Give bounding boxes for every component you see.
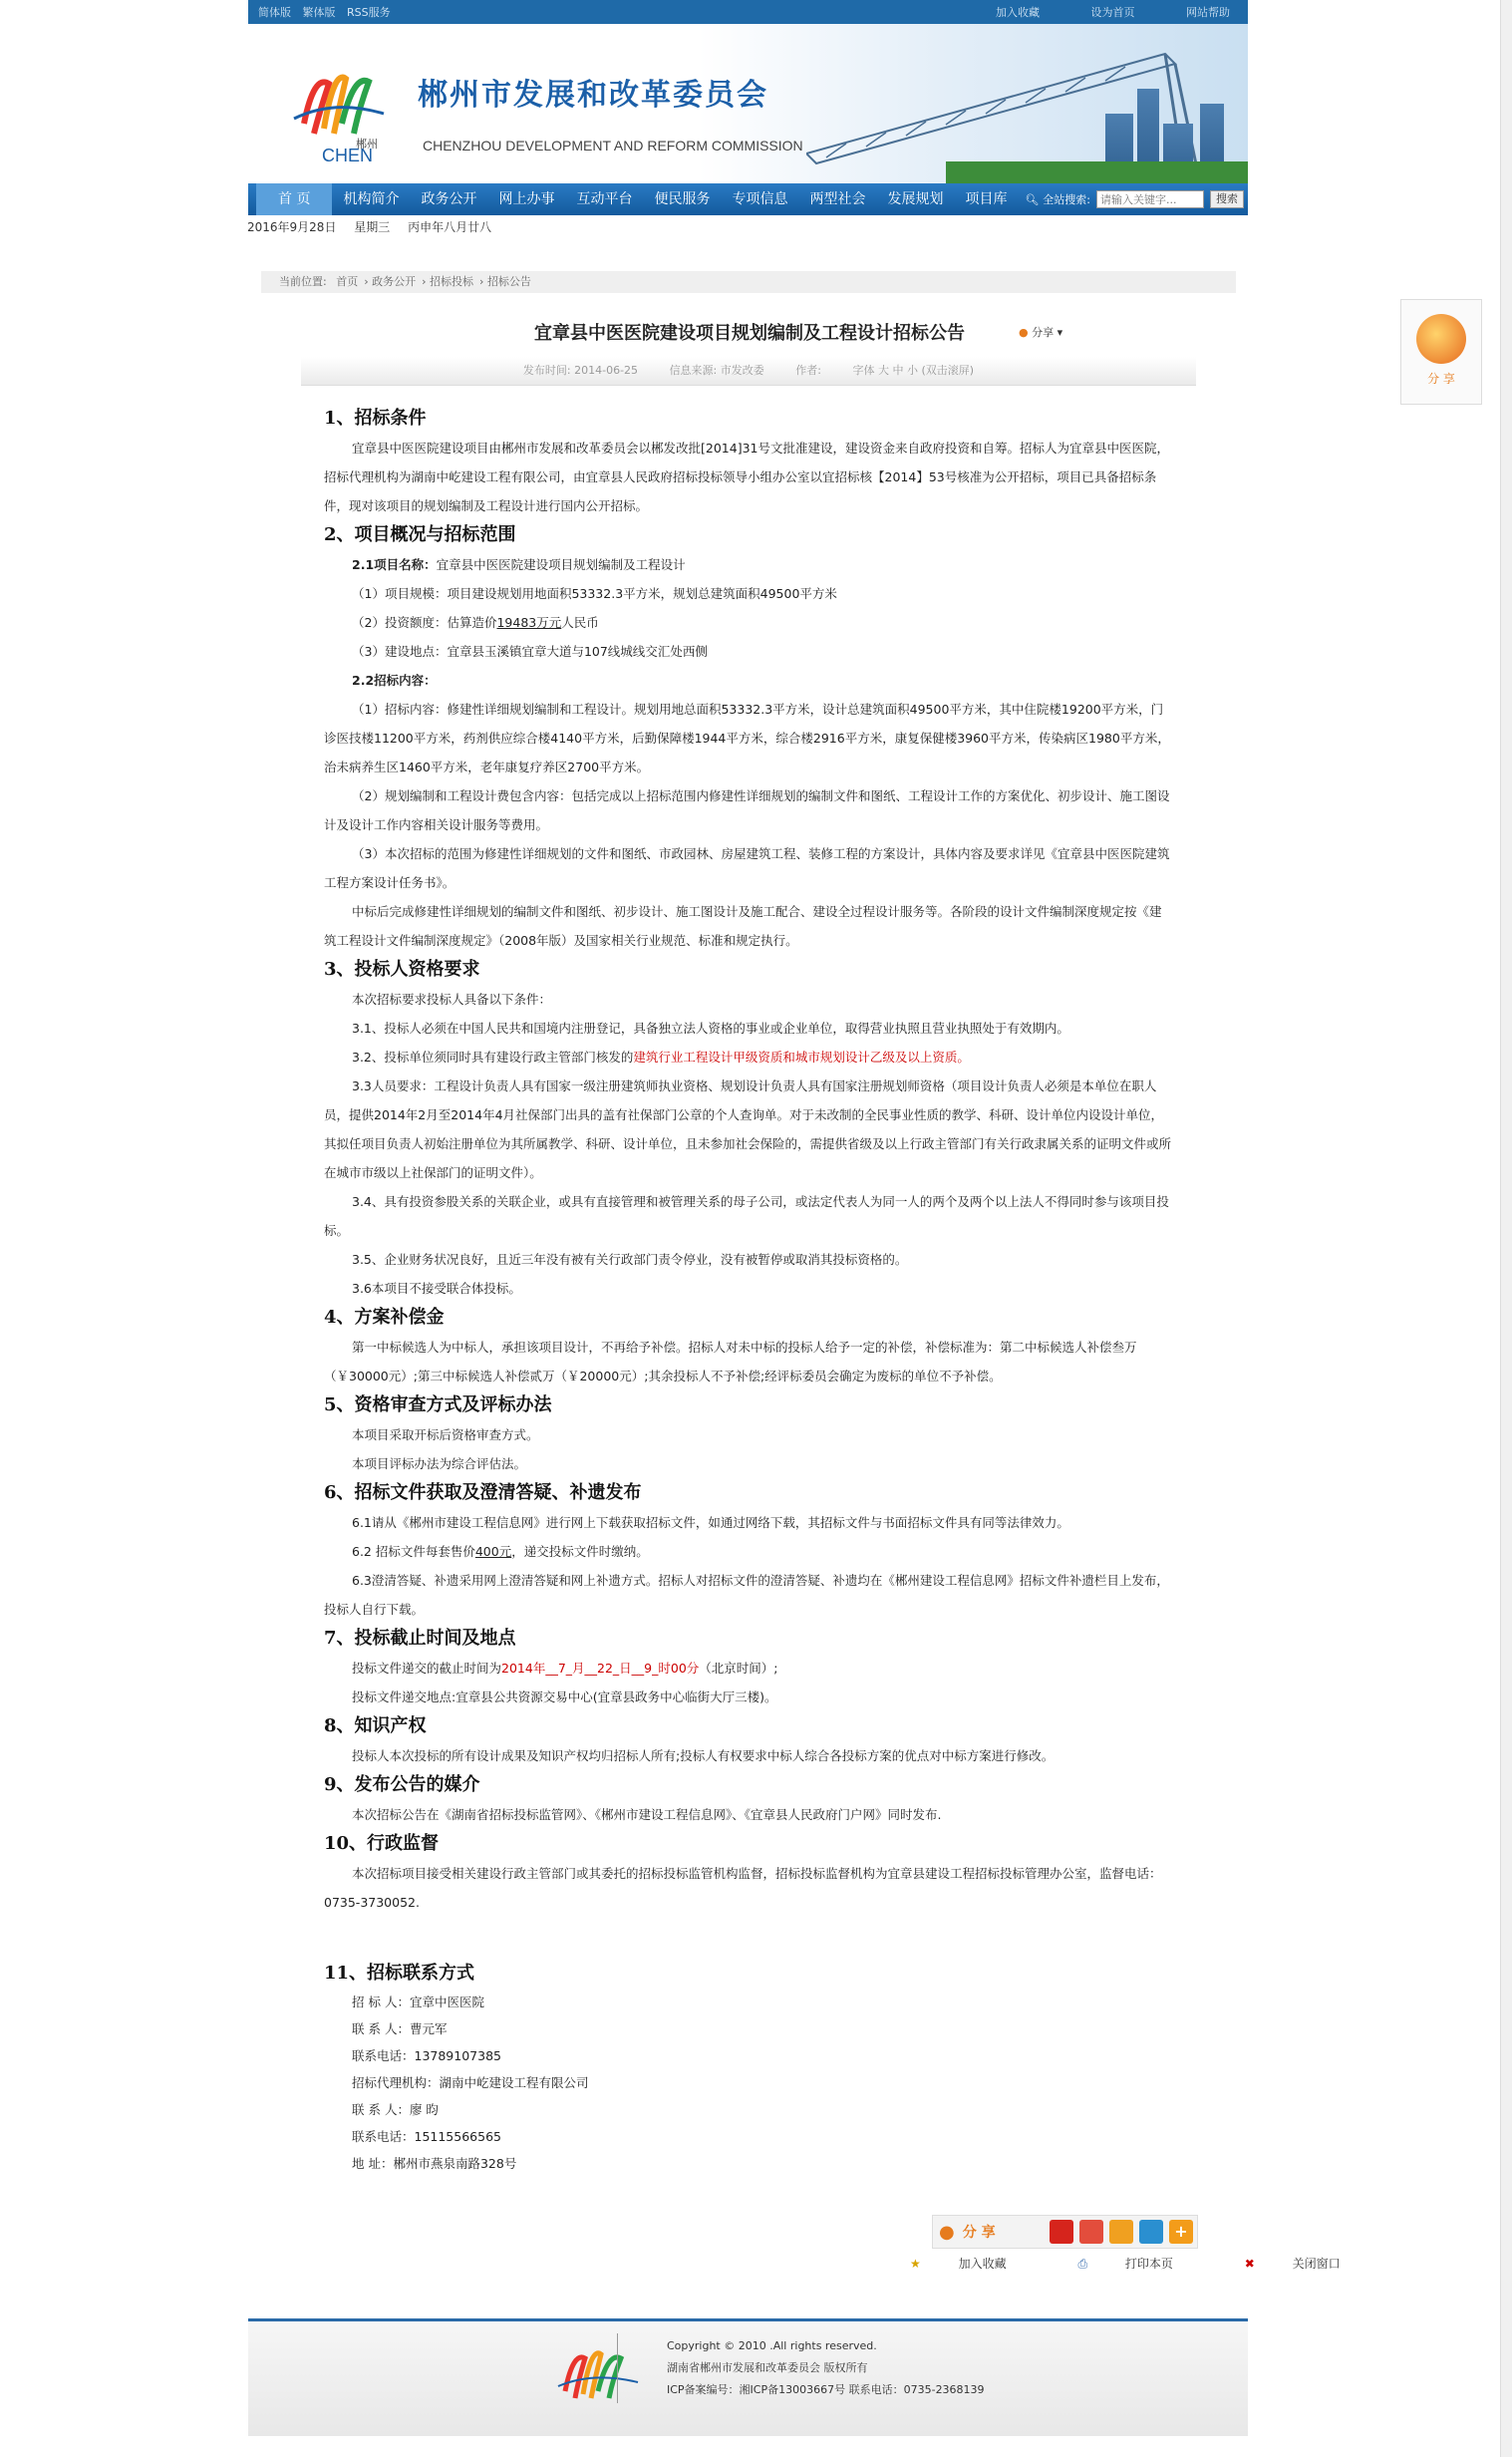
contact-line: 地 址：郴州市燕泉南路328号 xyxy=(352,2156,517,2171)
article-share[interactable] xyxy=(1019,324,1062,340)
date-bar xyxy=(247,218,505,235)
main-nav xyxy=(248,183,1248,215)
paragraph xyxy=(324,608,1171,637)
action-close-label: 关闭窗口 xyxy=(1292,2257,1341,2271)
paragraph: 本项目采取开标后资格审查方式。 xyxy=(352,1427,539,1442)
contact-line: 联系电话：15115566565 xyxy=(352,2129,501,2144)
paragraph: 3.3人员要求：工程设计负责人具有国家一级注册建筑师执业资格、规划设计负责人具有国家注册规划师资格（项目设计负责人必须是本单位在职人员，提供2014年2月至2014年4月社保部门出具的盖有社保部门公章的个人查询单。对于未改制的全民事业性质的教学、科研、设计单位内设设计单位，其拟任项目负责人初始注册单位为其所属教学、科研、设计单位，且未参加社会保险的，需提供省级及以上行政主管部门有关行政隶属关系的证明文件或所在城市市级以上社保部门的证明文件）。 xyxy=(324,1078,1172,1180)
text: 建筑行业工程设计甲级资质和城市规划设计乙级及以上资质。 xyxy=(633,1050,970,1065)
spacer xyxy=(324,1917,1171,1959)
nav-online-service[interactable]: 网上办事 xyxy=(498,191,555,207)
footer-text xyxy=(667,2335,985,2401)
share-bar-label: 分 享 xyxy=(962,2225,996,2241)
action-print[interactable] xyxy=(1077,2257,1206,2271)
share-weibo-icon[interactable] xyxy=(1079,2220,1103,2244)
nav-public-service[interactable]: 便民服务 xyxy=(654,191,711,207)
paragraph: 3.4、具有投资参股关系的关联企业，或具有直接管理和被管理关系的母子公司，或法定代表人为同一人的两个及两个以上法人不得同时参与该项目投标。 xyxy=(324,1194,1169,1238)
paragraph: 6.1请从《郴州市建设工程信息网》进行网上下载获取招标文件，如通过网络下载，其招标文件与书面招标文件具有同等法律效力。 xyxy=(352,1515,1069,1530)
paragraph: （1）招标内容：修建性详细规划编制和工程设计。规划用地总面积53332.3平方米，设计总建筑面积49500平方米，其中住院楼19200平方米，门诊医技楼11200平方米，药剂供应综合楼4140平方米，后勤保障楼1944平方米，综合楼2916平方米，康复保健楼3960平方米，传染病区1980平方米，治未病养生区1460平方米，老年康复疗养区2700平方米。 xyxy=(324,702,1170,774)
article-share-label: 分享 xyxy=(1032,326,1055,339)
meta-font-size[interactable]: 字体 大 中 小 (双击滚屏) xyxy=(852,364,975,377)
chevron-down-icon: ▾ xyxy=(1057,326,1063,339)
search-label: 全站搜索: xyxy=(1043,193,1090,206)
paragraph: 第一中标候选人为中标人，承担该项目设计，不再给予补偿。招标人对未中标的投标人给予一定的补偿，补偿标准为：第二中标候选人补偿叁万（￥30000元）;第三中标候选人补偿贰万（￥20000元）;其余投标人不予补偿;经评标委员会确定为废标的单位不予补偿。 xyxy=(324,1340,1137,1383)
section-heading: 2、项目概况与招标范围 xyxy=(324,524,516,545)
breadcrumb-government[interactable]: 政务公开 xyxy=(372,275,417,288)
paragraph xyxy=(324,1654,1171,1683)
footer-divider xyxy=(617,2333,618,2403)
paragraph xyxy=(324,1043,1171,1072)
paragraph: （1）项目规模：项目建设规划用地面积53332.3平方米，规划总建筑面积49500平方米 xyxy=(352,586,837,601)
section-heading: 3、投标人资格要求 xyxy=(324,959,480,980)
weekday-text: 星期三 xyxy=(354,220,391,234)
meta-source: 信息来源: 市发改委 xyxy=(669,364,764,377)
text: ，递交投标文件时缴纳。 xyxy=(511,1544,649,1559)
star-icon: ★ xyxy=(910,2257,921,2271)
link-rss[interactable]: RSS服务 xyxy=(347,6,391,19)
scrollbar[interactable] xyxy=(1500,0,1512,2457)
site-title: 郴州市发展和改革委员会 xyxy=(418,78,768,113)
article-meta xyxy=(301,357,1196,386)
text: 人民币 xyxy=(561,615,599,630)
section-heading: 1、招标条件 xyxy=(324,408,427,429)
text: 400元 xyxy=(474,1544,512,1559)
paragraph: 本次招标公告在《湖南省招标投标监管网》、《郴州市建设工程信息网》、《宜章县人民政府门户网》同时发布. xyxy=(352,1807,942,1822)
footer-copyright: Copyright © 2010 .All rights reserved. xyxy=(667,2339,877,2352)
link-set-homepage[interactable]: 设为首页 xyxy=(1090,6,1135,19)
section-heading: 5、资格审查方式及评标办法 xyxy=(324,1394,552,1415)
site-logo[interactable] xyxy=(284,54,394,163)
link-add-favorite[interactable]: 加入收藏 xyxy=(996,6,1040,19)
breadcrumb-home[interactable]: 首页 xyxy=(336,275,359,288)
section-heading: 10、行政监督 xyxy=(324,1833,440,1854)
article-body xyxy=(324,404,1171,2177)
label: 2.1项目名称： xyxy=(352,557,437,572)
text: 2014年__7_月__22_日__9_时00分 xyxy=(501,1661,700,1676)
paragraph: 宜章县中医医院建设项目由郴州市发展和改革委员会以郴发改批[2014]31号文批准建设，建设资金来自政府投资和自筹。招标人为宜章县中医医院，招标代理机构为湖南中屹建设工程有限公司，由宜章县人民政府招标投标领导小组办公室以宜招标核【2014】53号核准为公开招标，项目已具备招标条件，现对该项目的规划编制及工程设计进行国内公开招标。 xyxy=(324,441,1169,513)
paragraph xyxy=(324,550,1171,579)
section-heading: 4、方案补偿金 xyxy=(324,1307,445,1328)
breadcrumb: 当前位置: 首页 › 政务公开 › 招标投标 › 招标公告 xyxy=(261,271,1236,293)
paragraph: 投标人本次投标的所有设计成果及知识产权均归招标人所有;投标人有权要求中标人综合各投标方案的优点对中标方案进行修改。 xyxy=(352,1748,1055,1763)
text: （北京时间）; xyxy=(699,1661,778,1676)
paragraph: （2）规划编制和工程设计费包含内容：包括完成以上招标范围内修建性详细规划的编制文件和图纸、工程设计工作的方案优化、初步设计、施工图设计及设计工作内容相关设计服务等费用。 xyxy=(324,788,1170,832)
search-icon: 🔍︎ xyxy=(1025,192,1040,206)
trees-strip xyxy=(946,161,1248,183)
contact-line: 联 系 人：曹元军 xyxy=(352,2021,448,2036)
action-favorite[interactable] xyxy=(910,2257,1041,2271)
nav-home[interactable]: 首 页 xyxy=(256,183,332,215)
article-title: 宜章县中医医院建设项目规划编制及工程设计招标公告 xyxy=(534,323,965,344)
link-simplified[interactable]: 简体版 xyxy=(258,6,291,19)
printer-icon: ⎙ xyxy=(1077,2257,1088,2271)
share-logo-icon xyxy=(1416,314,1466,364)
search-button[interactable]: 搜索 xyxy=(1210,190,1244,208)
paragraph: 本次招标要求投标人具备以下条件： xyxy=(352,992,552,1007)
contact-line: 联 系 人：廖 昀 xyxy=(352,2102,439,2117)
share-qzone-icon[interactable] xyxy=(1109,2220,1133,2244)
paragraph: 3.1、投标人必须在中国人民共和国境内注册登记，具备独立法人资格的事业或企业单位，取得营业执照且营业执照处于有效期内。 xyxy=(352,1021,1069,1036)
footer-icp: ICP备案编号：湘ICP备13003667号 联系电话：0735-2368139 xyxy=(667,2383,985,2396)
text: （2）投资额度：估算造价 xyxy=(352,615,497,630)
paragraph xyxy=(324,1537,1171,1566)
paragraph: 6.3澄清答疑、补遗采用网上澄清答疑和网上补遗方式。招标人对招标文件的澄清答疑、补遗均在《郴州建设工程信息网》招标文件补遗栏目上发布，投标人自行下载。 xyxy=(324,1573,1169,1617)
nav-special-info[interactable]: 专项信息 xyxy=(732,191,788,207)
text: 3.2、投标单位须同时具有建设行政主管部门核发的 xyxy=(352,1050,634,1065)
nav-government-affairs[interactable]: 政务公开 xyxy=(421,191,477,207)
paragraph: 中标后完成修建性详细规划的编制文件和图纸、初步设计、施工图设计及施工配合、建设全过程设计服务等。各阶段的设计文件编制深度规定按《建筑工程设计文件编制深度规定》（2008年版）及国家相关行业规范、标准和规定执行。 xyxy=(324,904,1162,948)
logo-sub: CHEN xyxy=(322,146,374,165)
site-search xyxy=(1025,190,1248,208)
paragraph: 3.6本项目不接受联合体投标。 xyxy=(352,1281,521,1296)
nav-about[interactable]: 机构简介 xyxy=(343,191,400,207)
nav-two-type-society[interactable]: 两型社会 xyxy=(809,191,866,207)
breadcrumb-bidding[interactable]: 招标投标 xyxy=(430,275,474,288)
contact-line: 招标代理机构：湖南中屹建设工程有限公司 xyxy=(352,2075,589,2090)
paragraph xyxy=(324,666,1171,695)
paragraph: 投标文件递交地点:宜章县公共资源交易中心(宜章县政务中心临街大厅三楼)。 xyxy=(352,1689,777,1704)
share-bar xyxy=(932,2215,1198,2249)
text: 19483万元 xyxy=(496,615,562,630)
paragraph: （3）建设地点：宜章县玉溪镇宜章大道与107线城线交汇处西侧 xyxy=(352,644,708,659)
footer-logo-icon xyxy=(553,2336,643,2416)
share-more-icon[interactable]: + xyxy=(1169,2220,1193,2244)
link-help[interactable]: 网站帮助 xyxy=(1186,6,1230,19)
paragraph: （3）本次招标的范围为修建性详细规划的文件和图纸、市政园林、房屋建筑工程、装修工程的方案设计，具体内容及要求详见《宜章县中医医院建筑工程方案设计任务书》。 xyxy=(324,846,1170,890)
floating-share-label: 分 享 xyxy=(1427,372,1455,386)
section-heading: 8、知识产权 xyxy=(324,1715,427,1736)
section-heading: 6、招标文件获取及澄清答疑、补遗发布 xyxy=(324,1482,642,1503)
action-favorite-label: 加入收藏 xyxy=(958,2257,1007,2271)
page-wrapper xyxy=(248,0,1248,215)
meta-date: 发布时间: 2014-06-25 xyxy=(522,364,639,377)
link-traditional[interactable]: 繁体版 xyxy=(302,6,336,19)
action-close[interactable] xyxy=(1245,2257,1374,2271)
header-banner xyxy=(248,24,1248,183)
share-logo-icon: ● xyxy=(939,2221,955,2243)
contact-line: 招 标 人：宜章中医医院 xyxy=(352,1995,484,2009)
search-input[interactable] xyxy=(1096,190,1204,208)
nav-project-library[interactable]: 项目库 xyxy=(965,191,1008,207)
share-tencent-icon[interactable] xyxy=(1139,2220,1163,2244)
lunar-date-text: 丙申年八月廿八 xyxy=(408,220,492,234)
section-heading: 11、招标联系方式 xyxy=(324,1963,475,1984)
text: 投标文件递交的截止时间为 xyxy=(352,1661,502,1676)
label: 2.2招标内容： xyxy=(352,673,437,688)
contact-line: 联系电话：13789107385 xyxy=(352,2048,501,2063)
meta-author: 作者: xyxy=(795,364,821,377)
breadcrumb-bid-notice[interactable]: 招标公告 xyxy=(486,275,531,288)
value: 宜章县中医医院建设项目规划编制及工程设计 xyxy=(436,557,686,572)
footer xyxy=(248,2318,1248,2436)
date-text: 2016年9月28日 xyxy=(247,220,337,234)
breadcrumb-label: 当前位置: xyxy=(279,275,327,288)
section-heading: 7、投标截止时间及地点 xyxy=(324,1628,516,1649)
paragraph: 本项目评标办法为综合评估法。 xyxy=(352,1456,527,1471)
article-actions xyxy=(910,2255,1408,2272)
paragraph: 本次招标项目接受相关建设行政主管部门或其委托的招标投标监管机构监督，招标投标监督机构为宜章县建设工程招标投标管理办公室，监督电话：0735-3730052. xyxy=(324,1866,1162,1910)
share-people-icon[interactable] xyxy=(1050,2220,1073,2244)
floating-share[interactable] xyxy=(1400,299,1482,405)
share-icon: ● xyxy=(1019,326,1029,339)
nav-interaction[interactable]: 互动平台 xyxy=(576,191,633,207)
footer-owner: 湖南省郴州市发展和改革委员会 版权所有 xyxy=(667,2361,868,2374)
site-subtitle: CHENZHOU DEVELOPMENT AND REFORM COMMISSION xyxy=(423,138,803,154)
action-print-label: 打印本页 xyxy=(1124,2257,1173,2271)
text: 6.2 招标文件每套售价 xyxy=(352,1544,475,1559)
section-heading: 9、发布公告的媒介 xyxy=(324,1774,480,1795)
close-icon: ✖ xyxy=(1244,2257,1255,2271)
logo-word: 郴州 xyxy=(356,138,378,151)
nav-planning[interactable]: 发展规划 xyxy=(887,191,944,207)
paragraph: 3.5、企业财务状况良好，且近三年没有被有关行政部门责令停业，没有被暂停或取消其投标资格的。 xyxy=(352,1252,908,1267)
top-bar xyxy=(248,0,1248,24)
